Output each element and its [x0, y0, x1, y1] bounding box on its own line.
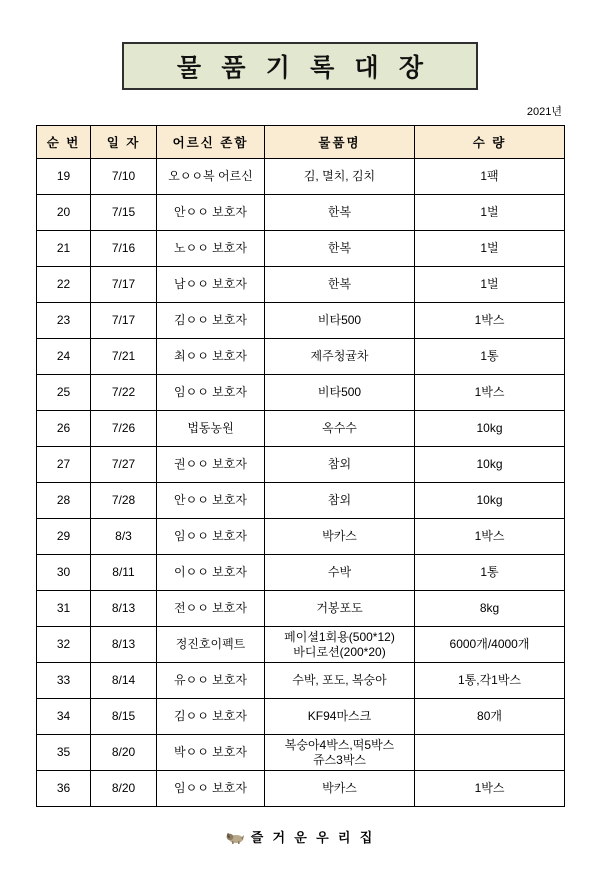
cell-no: 34 — [37, 699, 91, 735]
cell-item: 참외 — [265, 483, 415, 519]
cell-item: 수박 — [265, 555, 415, 591]
cell-no: 31 — [37, 591, 91, 627]
year-container — [36, 103, 564, 119]
cell-name: 이ㅇㅇ 보호자 — [157, 555, 265, 591]
document-page — [0, 42, 600, 891]
cell-item: 비타500 — [265, 303, 415, 339]
table-row — [37, 699, 565, 735]
column-header-qty: 수 량 — [415, 126, 565, 159]
cell-qty: 6000개/4000개 — [415, 627, 565, 663]
cell-item: 한복 — [265, 231, 415, 267]
cell-qty: 1팩 — [415, 159, 565, 195]
cell-name: 최ㅇㅇ 보호자 — [157, 339, 265, 375]
cell-qty: 1통 — [415, 339, 565, 375]
cell-item: 김, 멸치, 김치 — [265, 159, 415, 195]
cell-date: 8/3 — [91, 519, 157, 555]
cell-date: 7/26 — [91, 411, 157, 447]
cell-date: 7/16 — [91, 231, 157, 267]
cell-item: 복숭아4박스,떡5박스 쥬스3박스 — [265, 735, 415, 771]
cell-item: 비타500 — [265, 375, 415, 411]
column-header-name: 어르신 존함 — [157, 126, 265, 159]
cell-name: 남ㅇㅇ 보호자 — [157, 267, 265, 303]
cell-name: 유ㅇㅇ 보호자 — [157, 663, 265, 699]
cell-name: 안ㅇㅇ 보호자 — [157, 483, 265, 519]
cell-date: 8/13 — [91, 627, 157, 663]
table-row — [37, 303, 565, 339]
cell-item: 박카스 — [265, 519, 415, 555]
footer-label: 즐 거 운 우 리 집 — [250, 830, 376, 845]
cell-no: 20 — [37, 195, 91, 231]
cell-item: 제주청귤차 — [265, 339, 415, 375]
cell-item: 한복 — [265, 195, 415, 231]
cell-date: 7/17 — [91, 267, 157, 303]
table-row — [37, 447, 565, 483]
cell-date: 7/22 — [91, 375, 157, 411]
title-box — [122, 42, 478, 90]
cell-qty: 1벌 — [415, 231, 565, 267]
cell-item: 페이셜1회용(500*12) 바디로션(200*20) — [265, 627, 415, 663]
cell-qty: 1박스 — [415, 771, 565, 807]
table-row — [37, 735, 565, 771]
cell-no: 33 — [37, 663, 91, 699]
cell-item: 옥수수 — [265, 411, 415, 447]
table-row — [37, 627, 565, 663]
cell-date: 7/21 — [91, 339, 157, 375]
cell-name: 임ㅇㅇ 보호자 — [157, 375, 265, 411]
cell-no: 21 — [37, 231, 91, 267]
cell-name: 김ㅇㅇ 보호자 — [157, 699, 265, 735]
cell-no: 32 — [37, 627, 91, 663]
cell-date: 7/17 — [91, 303, 157, 339]
cell-item: 한복 — [265, 267, 415, 303]
cell-qty: 1벌 — [415, 267, 565, 303]
table-row — [37, 375, 565, 411]
cell-name: 임ㅇㅇ 보호자 — [157, 771, 265, 807]
table-row — [37, 339, 565, 375]
table-row — [37, 231, 565, 267]
cell-name: 박ㅇㅇ 보호자 — [157, 735, 265, 771]
cell-qty: 10kg — [415, 411, 565, 447]
cell-qty — [415, 735, 565, 771]
table-row — [37, 483, 565, 519]
table-row — [37, 267, 565, 303]
cell-qty: 1박스 — [415, 303, 565, 339]
cell-name: 권ㅇㅇ 보호자 — [157, 447, 265, 483]
cell-no: 25 — [37, 375, 91, 411]
cell-name: 김ㅇㅇ 보호자 — [157, 303, 265, 339]
cell-qty: 80개 — [415, 699, 565, 735]
column-header-no: 순 번 — [37, 126, 91, 159]
cell-no: 26 — [37, 411, 91, 447]
cell-no: 19 — [37, 159, 91, 195]
table-row — [37, 663, 565, 699]
table-row — [37, 159, 565, 195]
cell-item: 거봉포도 — [265, 591, 415, 627]
cell-name: 정진호이펙트 — [157, 627, 265, 663]
table-row — [37, 411, 565, 447]
table-row — [37, 771, 565, 807]
cell-qty: 10kg — [415, 447, 565, 483]
cell-name: 법동농원 — [157, 411, 265, 447]
cell-name: 오ㅇㅇ복 어르신 — [157, 159, 265, 195]
table-header — [37, 126, 565, 159]
dog-icon — [225, 829, 245, 845]
cell-name: 노ㅇㅇ 보호자 — [157, 231, 265, 267]
cell-item: KF94마스크 — [265, 699, 415, 735]
cell-date: 7/27 — [91, 447, 157, 483]
cell-date: 8/14 — [91, 663, 157, 699]
cell-qty: 8kg — [415, 591, 565, 627]
cell-date: 7/28 — [91, 483, 157, 519]
cell-date: 8/20 — [91, 771, 157, 807]
table-row — [37, 519, 565, 555]
cell-date: 7/15 — [91, 195, 157, 231]
cell-no: 30 — [37, 555, 91, 591]
cell-name: 안ㅇㅇ 보호자 — [157, 195, 265, 231]
table-row — [37, 195, 565, 231]
table-row — [37, 555, 565, 591]
page-title: 물 품 기 록 대 장 — [176, 55, 431, 82]
cell-qty: 1통,각1박스 — [415, 663, 565, 699]
cell-date: 8/20 — [91, 735, 157, 771]
ledger-table — [36, 125, 565, 807]
cell-no: 22 — [37, 267, 91, 303]
cell-qty: 10kg — [415, 483, 565, 519]
column-header-date: 일 자 — [91, 126, 157, 159]
cell-name: 임ㅇㅇ 보호자 — [157, 519, 265, 555]
cell-no: 23 — [37, 303, 91, 339]
table-body — [37, 159, 565, 807]
cell-item: 수박, 포도, 복숭아 — [265, 663, 415, 699]
cell-no: 35 — [37, 735, 91, 771]
cell-no: 28 — [37, 483, 91, 519]
cell-item: 박카스 — [265, 771, 415, 807]
cell-no: 24 — [37, 339, 91, 375]
cell-qty: 1박스 — [415, 375, 565, 411]
footer — [36, 827, 564, 846]
title-container — [36, 42, 564, 90]
table-row — [37, 591, 565, 627]
cell-qty: 1통 — [415, 555, 565, 591]
cell-no: 36 — [37, 771, 91, 807]
cell-date: 8/15 — [91, 699, 157, 735]
cell-date: 7/10 — [91, 159, 157, 195]
cell-item: 참외 — [265, 447, 415, 483]
cell-no: 29 — [37, 519, 91, 555]
cell-name: 전ㅇㅇ 보호자 — [157, 591, 265, 627]
cell-qty: 1벌 — [415, 195, 565, 231]
year-label: 2021년 — [526, 106, 562, 118]
table-header-row — [37, 126, 565, 159]
cell-qty: 1박스 — [415, 519, 565, 555]
cell-date: 8/11 — [91, 555, 157, 591]
cell-no: 27 — [37, 447, 91, 483]
cell-date: 8/13 — [91, 591, 157, 627]
column-header-item: 물품명 — [265, 126, 415, 159]
